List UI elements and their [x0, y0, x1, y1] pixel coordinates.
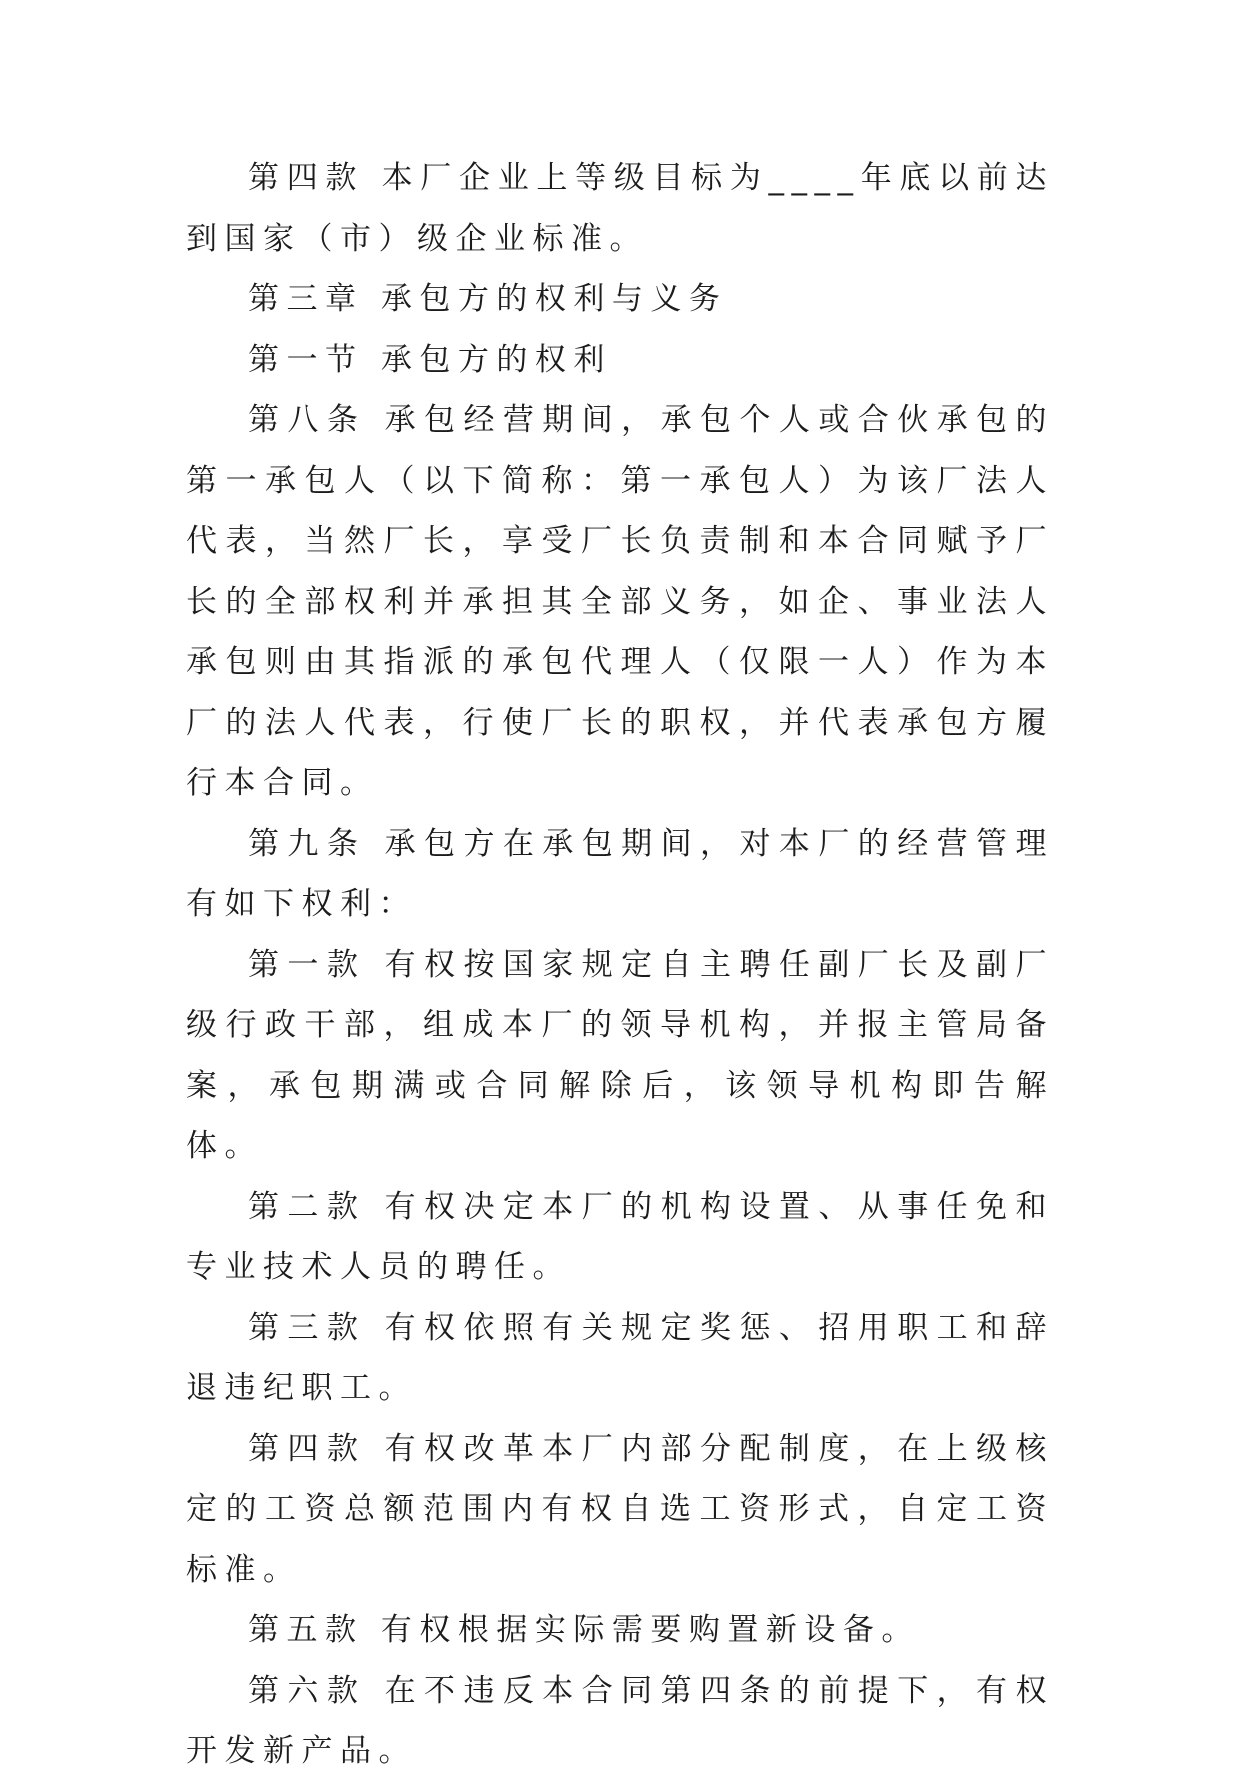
article-8-paragraph: 第八条 承包经营期间，承包个人或合伙承包的第一承包人（以下简称：第一承包人）为该厂法人代表，当然厂长，享受厂长负责制和本合同赋予厂长的全部权利并承担其全部义务，如企、事业法人承包则由其指派的承包代理人（仅限一人）作为本厂的法人代表，行使厂长的职权，并代表承包方履行本合同。 [186, 402, 1054, 801]
clause-4-paragraph: 第四款 有权改革本厂内部分配制度，在上级核定的工资总额范围内有权自选工资形式，自定工资标准。 [186, 1430, 1054, 1588]
clause-1-paragraph: 第一款 有权按国家规定自主聘任副厂长及副厂级行政干部，组成本厂的领导机构，并报主管局备案，承包期满或合同解除后，该领导机构即告解体。 [186, 946, 1054, 1164]
chapter-3-heading: 第三章 承包方的权利与义务 [248, 281, 728, 317]
clause-2-paragraph: 第二款 有权决定本厂的机构设置、从事任免和专业技术人员的聘任。 [186, 1188, 1054, 1285]
clause-3-paragraph: 第三款 有权依照有关规定奖惩、招用职工和辞退违纪职工。 [186, 1309, 1054, 1406]
article-9-paragraph: 第九条 承包方在承包期间，对本厂的经营管理有如下权利： [186, 825, 1054, 922]
clause-5-paragraph: 第五款 有权根据实际需要购置新设备。 [248, 1612, 920, 1648]
section-1-heading: 第一节 承包方的权利 [248, 341, 612, 378]
clause-6-paragraph: 第六款 在不违反本合同第四条的前提下，有权开发新产品。 [186, 1672, 1054, 1769]
document-body [186, 148, 1054, 1782]
paragraph-clause-4-enterprise-target: 第四款 本厂企业上等级目标为____年底以前达到国家（市）级企业标准。 [186, 160, 1054, 257]
